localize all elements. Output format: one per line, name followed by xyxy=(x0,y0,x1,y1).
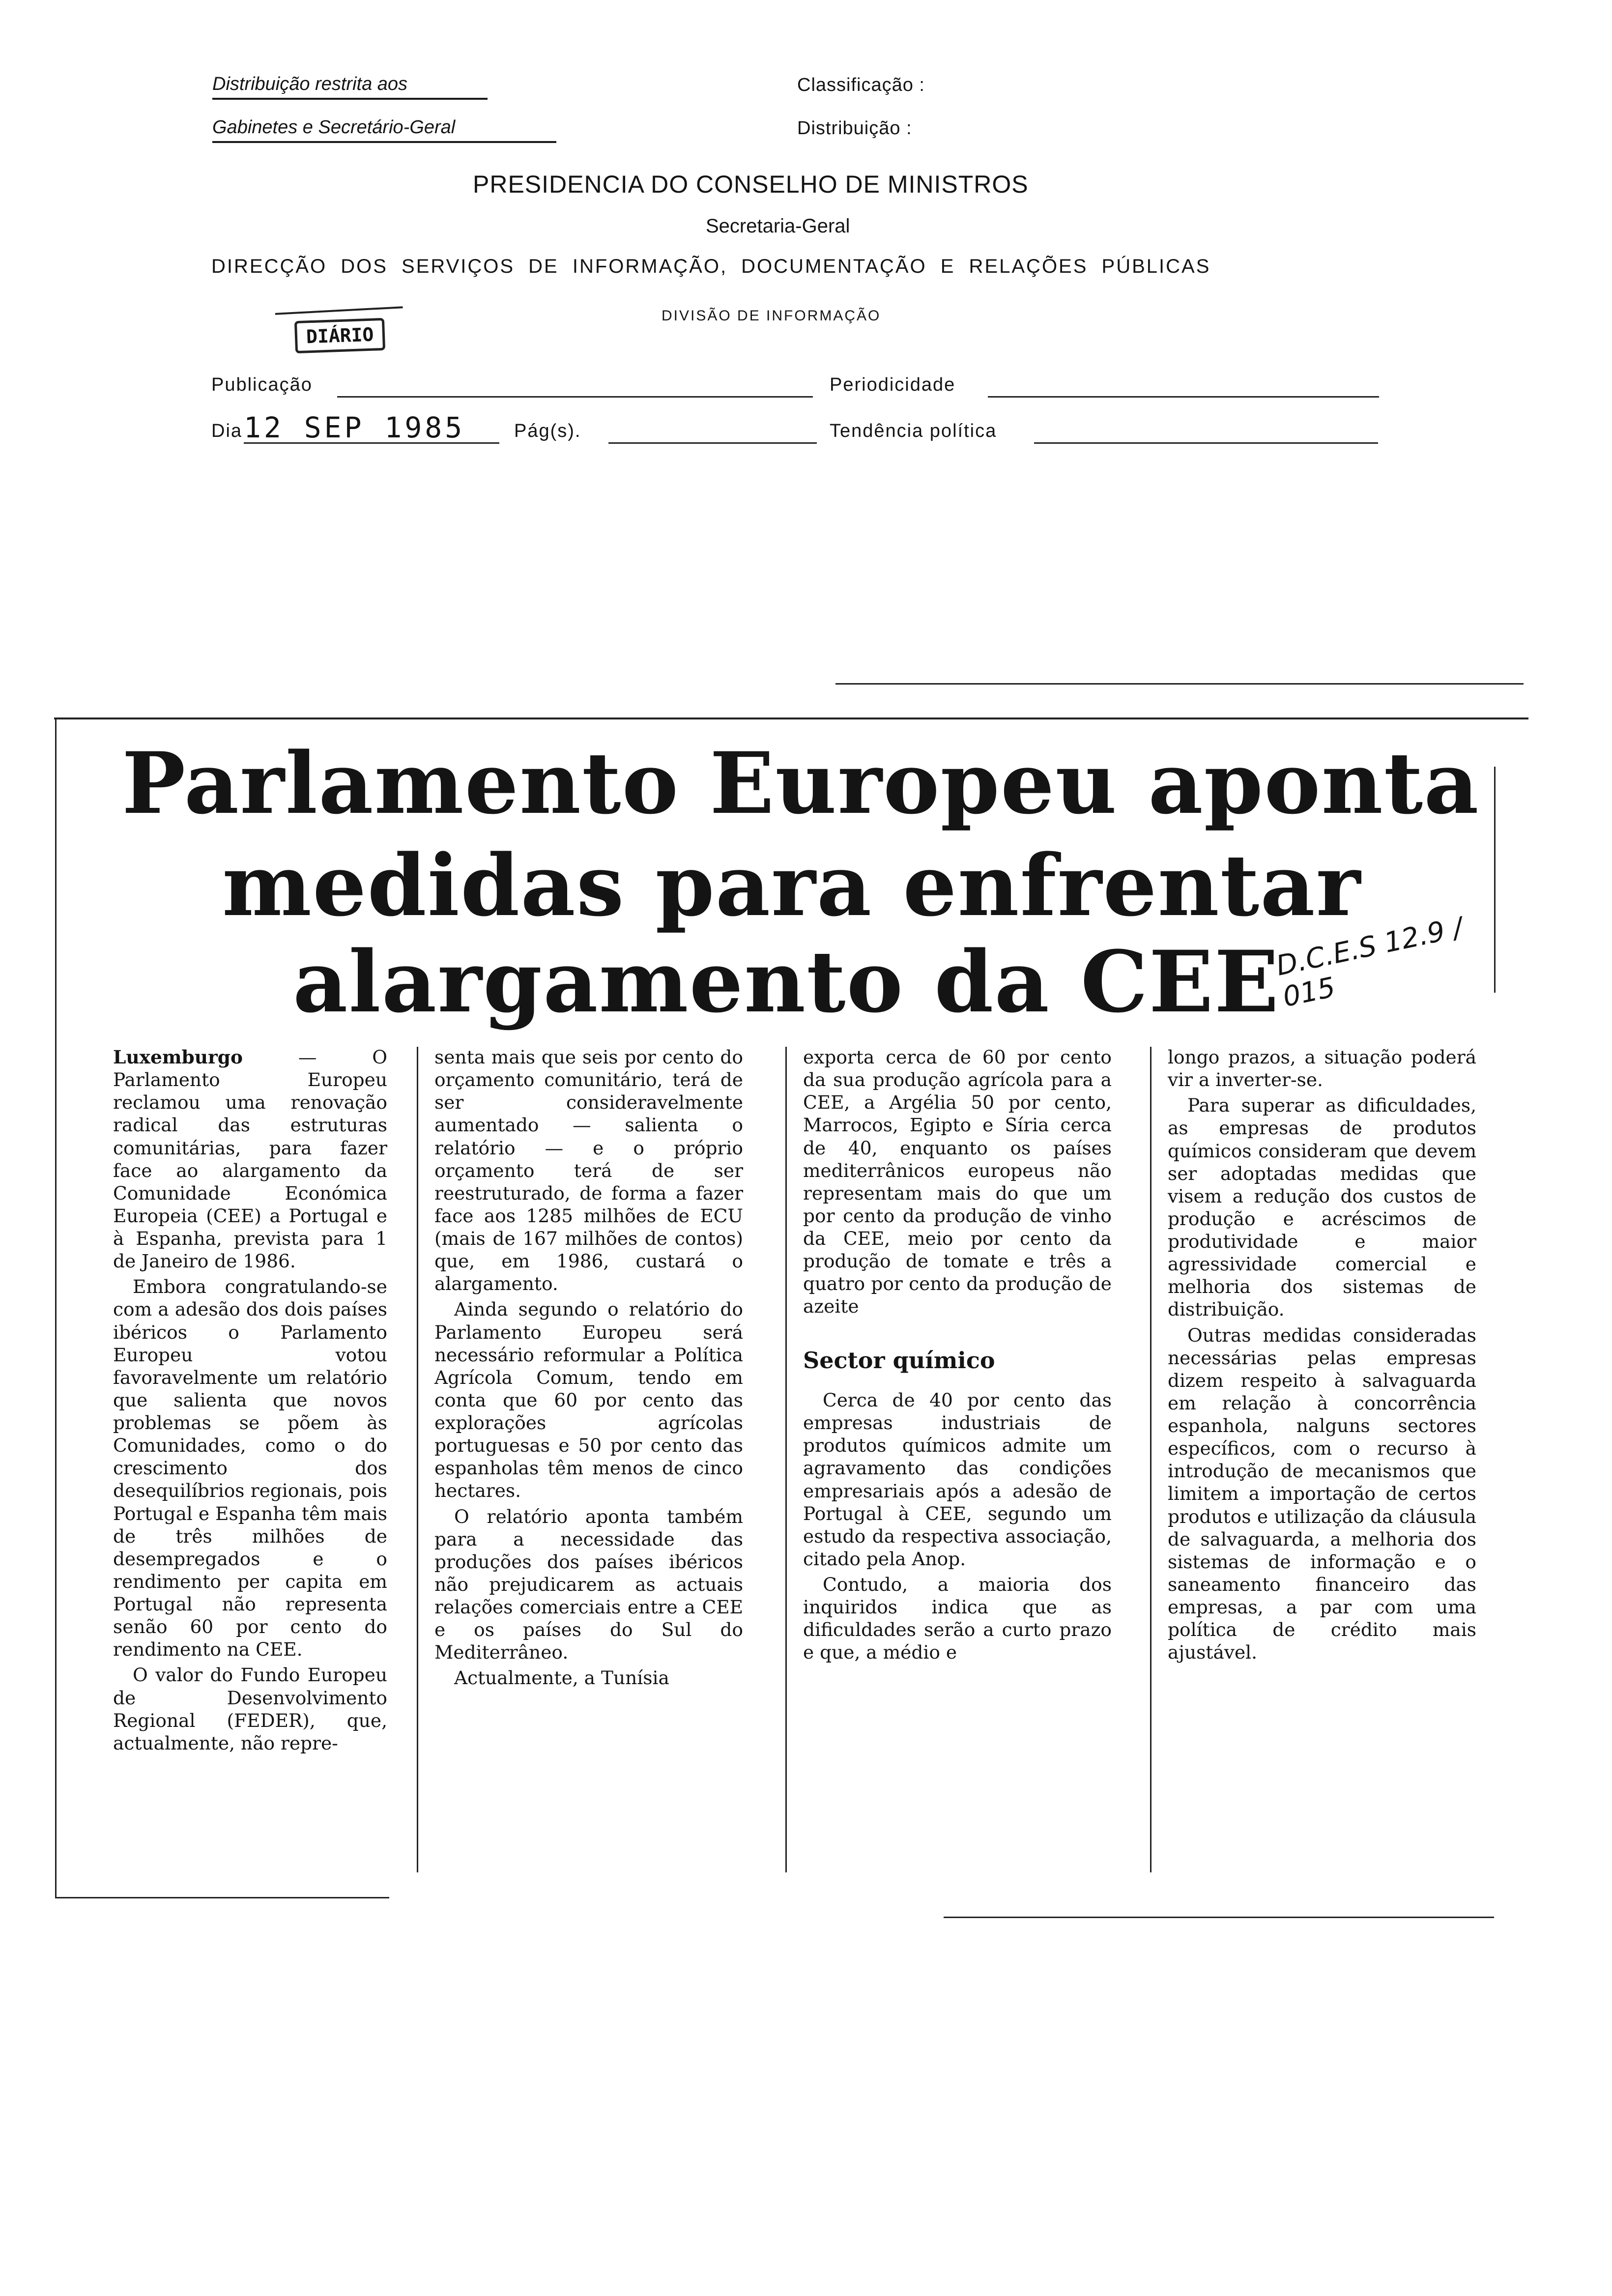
dateline: Luxemburgo xyxy=(113,1046,243,1068)
clipping-frame-right xyxy=(1494,767,1496,993)
column-divider-1 xyxy=(417,1047,418,1872)
col1-p1-text: — O Parlamento Europeu reclamou uma renovação radical das estruturas comunitárias, para fazer face ao alargamento da Comunidade Económica Europeia (CEE) a Portugal e à Espanha, prevista para 1 de Janeiro de 1986. xyxy=(113,1046,387,1272)
article-column-4 xyxy=(1168,1046,1476,1666)
column-2-paragraph-3: O relatório aponta também para a necessidade das produções dos países ibéricos não prejudicarem as actuais relações comerciais entre a CEE e os países do Sul do Mediterrâneo. xyxy=(434,1505,743,1664)
article-column-1 xyxy=(113,1046,387,1757)
periodicidade-field-line xyxy=(988,396,1379,398)
publication-stamp: DIÁRIO xyxy=(294,318,385,353)
publicacao-label: Publicação xyxy=(211,374,313,395)
institution-title: PRESIDENCIA DO CONSELHO DE MINISTROS xyxy=(473,171,1029,198)
pags-field-line xyxy=(608,442,817,444)
distribution-restricted-line2: Gabinetes e Secretário-Geral xyxy=(212,117,556,143)
clipping-bottom-rule-right xyxy=(944,1917,1494,1918)
column-divider-3 xyxy=(1150,1047,1151,1872)
dia-label: Dia xyxy=(211,421,243,441)
column-2-paragraph-2: Ainda segundo o relatório do Parlamento Europeu será necessário reformular a Política Agrícola Comum, tendo em conta que 60 por cento das explorações agrícolas portuguesas e 50 por cento das espanholas têm menos de cinco hectares. xyxy=(434,1298,743,1502)
dia-field-line xyxy=(244,442,499,444)
column-2-paragraph-1: senta mais que seis por cento do orçamento comunitário, terá de ser consideravelmente aumentado — salienta o relatório — e o próprio orçamento terá de ser reestruturado, de forma a fazer face aos 1285 milhões de ECU (mais de 167 milhões de contos) que, em 1986, custará o alargamento. xyxy=(434,1046,743,1295)
date-stamp: 12 SEP 1985 xyxy=(244,411,465,444)
article-headline-line3: alargamento da CEE xyxy=(293,932,1280,1032)
article-column-3 xyxy=(803,1046,1112,1667)
clipping-top-rule xyxy=(835,683,1524,685)
column-1-paragraph-1 xyxy=(113,1046,387,1272)
column-3-paragraph-3: Contudo, a maioria dos inquiridos indica que as dificuldades serão a curto prazo e que, a médio e xyxy=(803,1574,1112,1664)
classificacao-label: Classificação : xyxy=(797,75,925,95)
distribution-restricted-line1: Distribuição restrita aos xyxy=(212,74,488,100)
tendencia-label: Tendência política xyxy=(830,421,997,441)
column-2-paragraph-4: Actualmente, a Tunísia xyxy=(454,1667,669,1689)
section-subhead: Sector químico xyxy=(803,1347,995,1374)
column-4-paragraph-1: longo prazos, a situação poderá vir a inverter-se. xyxy=(1168,1046,1476,1091)
clipping-frame-left xyxy=(55,718,57,1897)
pags-label: Pág(s). xyxy=(514,421,581,441)
clipping-frame-top xyxy=(54,718,1528,719)
stamp-arrow-icon xyxy=(275,306,403,321)
direction-title: DIRECÇÃO DOS SERVIÇOS DE INFORMAÇÃO, DOCUMENTAÇÃO E RELAÇÕES PÚBLICAS xyxy=(211,256,1211,277)
column-3-paragraph-2: Cerca de 40 por cento das empresas industriais de produtos químicos admite um agravamento das condições empresariais após a adesão de Portugal à CEE, segundo um estudo da respectiva associação, citado pela Anop. xyxy=(803,1389,1112,1570)
clipping-bottom-rule-left xyxy=(55,1897,389,1898)
column-1-paragraph-3: O valor do Fundo Europeu de Desenvolvimento Regional (FEDER), que, actualmente, não repre- xyxy=(113,1664,387,1754)
column-4-paragraph-2: Para superar as dificuldades, as empresas de produtos químicos consideram que devem ser adoptadas medidas que visem a redução dos custos de produção e acréscimos de produtividade e maior agressividade comercial e melhoria dos sistemas de distribuição. xyxy=(1168,1094,1476,1320)
column-1-paragraph-2: Embora congratulando-se com a adesão dos dois países ibéricos o Parlamento Europeu votou favoravelmente um relatório que salienta que novos problemas se põem às Comunidades, como o do crescimento dos desequilíbrios regionais, pois Portugal e Espanha têm mais de três milhões de desempregados e o rendimento per capita em Portugal não representa senão 60 por cento do rendimento na CEE. xyxy=(113,1276,387,1661)
column-4-paragraph-3: Outras medidas consideradas necessárias pelas empresas dizem respeito à salvaguarda em relação à concorrência espanhola, nalguns sectores específicos, com o recurso à introdução de mecanismos que limitem a importação de certos produtos e utilização da cláusula de salvaguarda, a melhoria dos sistemas de informação e o saneamento financeiro das empresas, a par com uma política de crédito mais ajustável. xyxy=(1168,1324,1476,1664)
tendencia-field-line xyxy=(1034,442,1378,444)
column-3-paragraph-1: exporta cerca de 60 por cento da sua produção agrícola para a CEE, a Argélia 50 por cento, Marrocos, Egipto e Síria cerca de 40, enquanto os países mediterrânicos europeus não representam mais do que um por cento da produção de vinho da CEE, meio por cento da produção de tomate e três a quatro por cento da produção de azeite xyxy=(803,1046,1112,1318)
publicacao-field-line xyxy=(337,396,813,398)
article-headline-line1: Parlamento Europeu aponta xyxy=(122,733,1480,833)
institution-subtitle: Secretaria-Geral xyxy=(706,215,850,237)
division-title: DIVISÃO DE INFORMAÇÃO xyxy=(662,308,881,324)
handwritten-note: D.C.E.S 12.9 / 015 xyxy=(1273,911,1466,1014)
article-headline-line2: medidas para enfrentar xyxy=(222,835,1362,935)
article-column-2 xyxy=(434,1046,743,1693)
distribuicao-label: Distribuição : xyxy=(797,118,912,139)
periodicidade-label: Periodicidade xyxy=(830,374,956,395)
column-divider-2 xyxy=(785,1047,787,1872)
